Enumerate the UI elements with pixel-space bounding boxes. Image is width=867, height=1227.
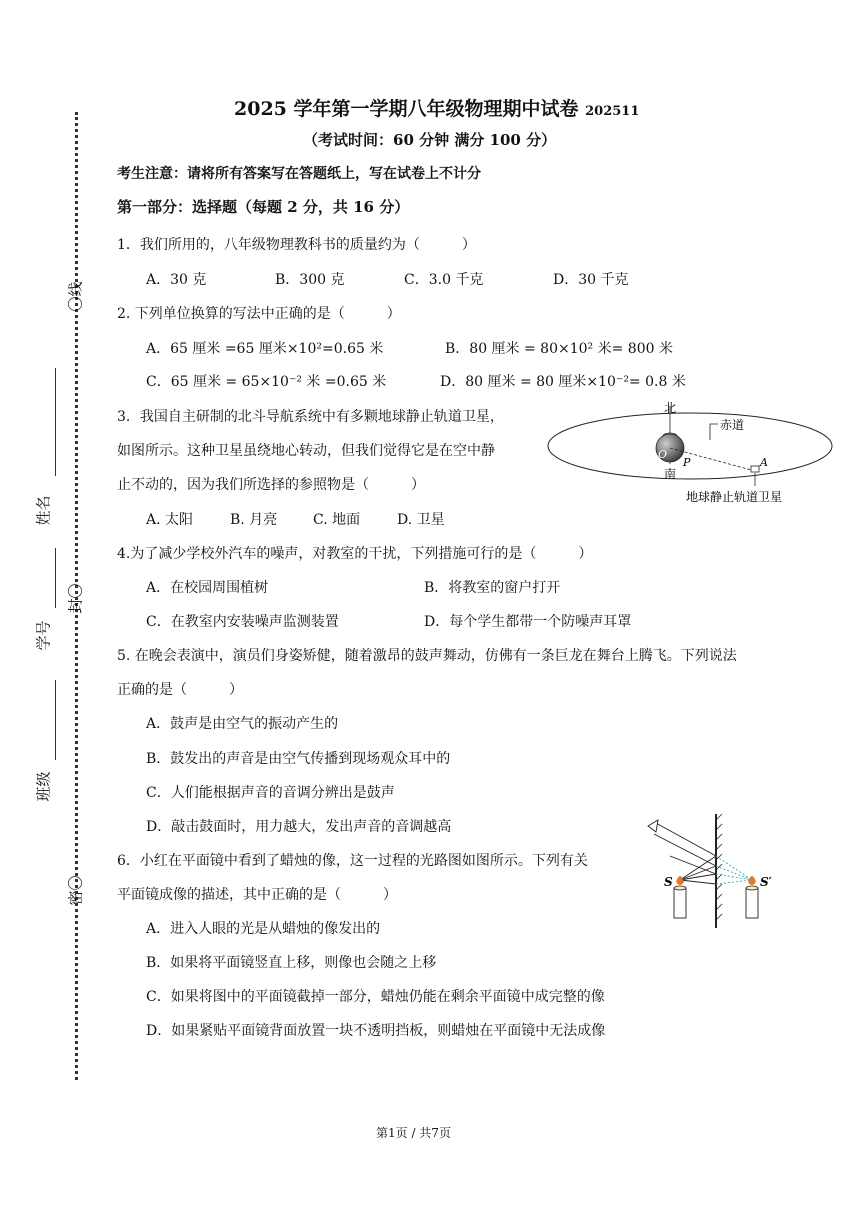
question-4-option-c[interactable]: C．在教室内安装噪声监测装置 [146,614,339,630]
point-s-label: S [664,875,673,889]
class-blank-line[interactable] [55,680,56,760]
question-1-option-b[interactable]: B．300 克 [275,272,345,288]
orbit-ellipse [548,413,832,479]
section-heading: 第一部分：选择题（每题 2 分，共 16 分） [117,198,410,216]
question-6-option-a[interactable]: A．进入人眼的光是从蜡烛的像发出的 [146,921,381,937]
question-3-stem-line-3: 止不动的，因为我们所选择的参照物是（ ） [117,477,425,493]
equator-label: 赤道 [720,418,745,432]
question-6-option-c[interactable]: C．如果将图中的平面镜截掉一部分，蜡烛仍能在剩余平面镜中成完整的像 [146,989,605,1005]
question-2-stem: 2. 下列单位换算的写法中正确的是（ ） [117,306,401,322]
question-5-stem-line-2: 正确的是（ ） [117,682,243,698]
north-label: 北 [664,401,677,415]
question-6-stem-line-1: 6．小红在平面镜中看到了蜡烛的像，这一过程的光路图如图所示。下列有关 [117,853,588,869]
satellite-icon [751,466,759,472]
question-6-option-d[interactable]: D．如果紧贴平面镜背面放置一块不透明挡板，则蜡烛在平面镜中无法成像 [146,1023,606,1039]
class-label: 班级 [34,771,53,802]
equator-pointer [710,424,718,440]
image-candle-icon [746,888,758,918]
question-1-option-a[interactable]: A．30 克 [146,272,207,288]
question-4-option-d[interactable]: D．每个学生都带一个防噪声耳罩 [424,614,632,630]
south-label: 南 [664,467,677,481]
question-3-option-b[interactable]: B. 月亮 [230,512,278,528]
student-id-label: 学号 [34,620,53,651]
candle-flame-icon [676,876,684,885]
question-6-stem-line-2: 平面镜成像的描述，其中正确的是（ ） [117,887,397,903]
geostationary-orbit-figure [540,398,840,510]
question-4-stem: 4.为了减少学校外汽车的噪声，对教室的干扰，下列措施可行的是（ ） [117,546,593,562]
candle-icon [674,888,686,918]
question-6-option-b[interactable]: B．如果将平面镜竖直上移，则像也会随之上移 [146,955,437,971]
exam-title-text: 2025 学年第一学期八年级物理期中试卷 [234,98,579,120]
question-1-option-c[interactable]: C．3.0 千克 [404,272,484,288]
question-3-stem-line-1: 3．我国自主研制的北斗导航系统中有多颗地球静止轨道卫星， [117,409,504,425]
question-4-option-b[interactable]: B．将教室的窗户打开 [424,580,561,596]
question-3-stem-line-2: 如图所示。这种卫星虽绕地心转动，但我们觉得它是在空中静 [117,443,495,459]
question-5-option-a[interactable]: A．鼓声是由空气的振动产生的 [146,716,339,732]
binding-feng-label: 封〇 [66,583,85,614]
exam-notice: 考生注意：请将所有答案写在答题纸上，写在试卷上不计分 [117,166,481,182]
binding-xian-label: 〇线 [66,281,85,312]
exam-subtitle: （考试时间：60 分钟 满分 100 分） [303,131,557,149]
eye-icon [648,820,658,832]
plane-mirror-figure [640,812,790,932]
student-id-blank-line[interactable] [55,548,56,608]
question-1-option-d[interactable]: D．30 千克 [553,272,629,288]
page-footer: 第1页 / 共7页 [376,1126,451,1140]
virtual-rays [716,856,752,884]
name-blank-line[interactable] [55,368,56,476]
exam-code: 202511 [585,104,640,119]
question-2-option-a[interactable]: A．65 厘米 =65 厘米×10²=0.65 米 [146,341,384,357]
question-5-option-c[interactable]: C．人们能根据声音的音调分辨出是鼓声 [146,785,395,801]
binding-mi-label: 密〇 [66,875,85,906]
question-2-option-b[interactable]: B．80 厘米 = 80×10² 米= 800 米 [445,341,673,357]
question-2-option-c[interactable]: C．65 厘米 = 65×10⁻² 米 =0.65 米 [146,374,387,390]
point-s-prime-label: S′ [760,875,772,889]
point-a-label: A [760,456,768,469]
question-3-option-d[interactable]: D. 卫星 [397,512,445,528]
image-flame-icon [748,876,756,885]
question-2-option-d[interactable]: D．80 厘米 = 80 厘米×10⁻²= 0.8 米 [440,374,686,390]
point-p-label: P [683,456,691,469]
question-1-stem: 1．我们所用的，八年级物理教科书的质量约为（ ） [117,237,476,253]
question-5-option-d[interactable]: D．敲击鼓面时，用力越大，发出声音的音调越高 [146,819,452,835]
question-3-option-c[interactable]: C. 地面 [313,512,361,528]
point-o-label: O [658,448,668,461]
exam-title [234,94,639,121]
question-5-option-b[interactable]: B．鼓发出的声音是由空气传播到现场观众耳中的 [146,751,451,767]
name-label: 姓名 [34,495,53,526]
question-3-option-a[interactable]: A. 太阳 [146,512,194,528]
figure-caption: 地球静止轨道卫星 [686,490,783,504]
question-5-stem-line-1: 5. 在晚会表演中，演员们身姿矫健，随着激昂的鼓声舞动，仿佛有一条巨龙在舞台上腾飞。下列说法 [117,648,737,664]
question-4-option-a[interactable]: A．在校园周围植树 [146,580,269,596]
